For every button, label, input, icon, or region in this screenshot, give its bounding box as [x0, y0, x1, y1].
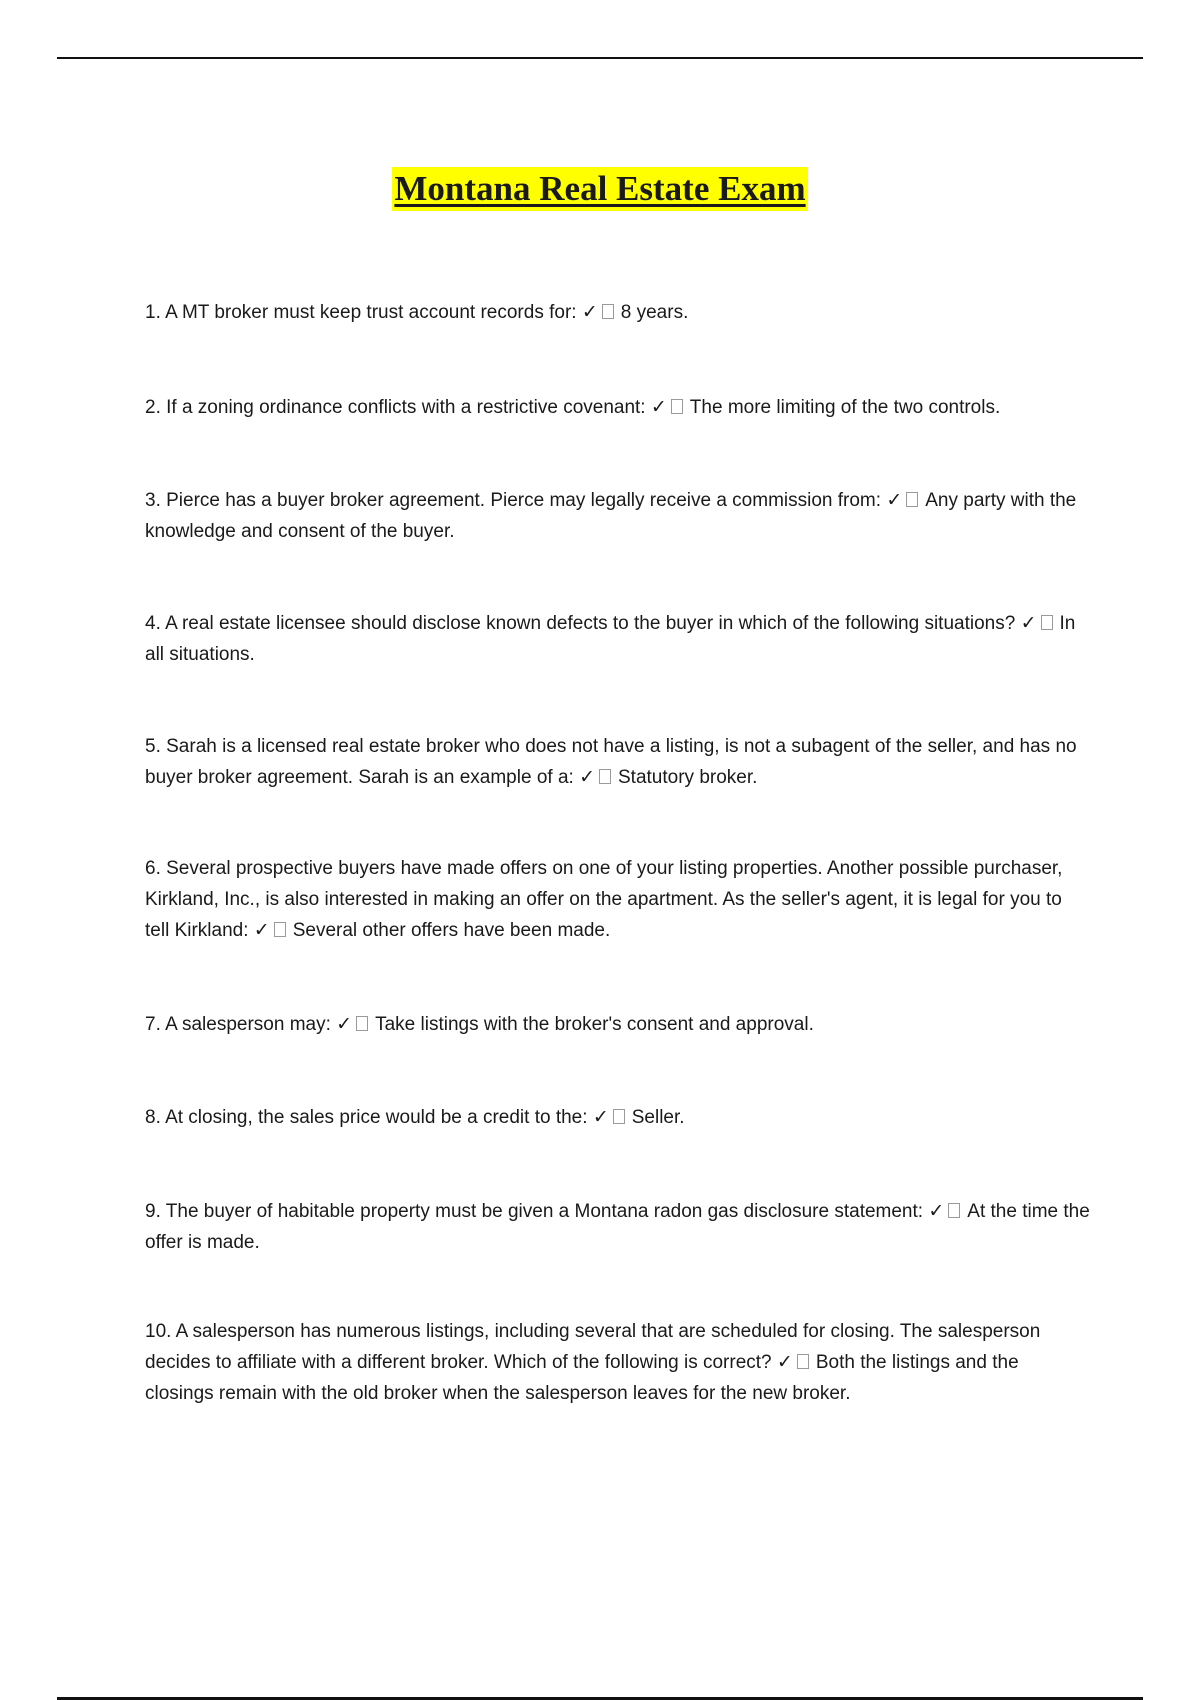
question-prompt: 5. Sarah is a licensed real estate broker who does not have a listing, is not a subagent of the seller, and has no buyer broker agreement. Sarah is an example of a:: [145, 736, 1077, 788]
check-icon: ✓: [592, 1107, 609, 1128]
question-prompt: 9. The buyer of habitable property must be given a Montana radon gas disclosure statement:: [145, 1201, 924, 1222]
box-icon: [948, 1203, 960, 1218]
question-prompt: 1. A MT broker must keep trust account records for:: [145, 302, 577, 323]
box-icon: [599, 769, 611, 784]
question-8: [145, 1102, 1090, 1133]
box-icon: [602, 304, 614, 319]
question-answer: In all situations.: [145, 613, 1076, 665]
top-rule: [57, 57, 1143, 59]
box-icon: [356, 1016, 368, 1031]
question-prompt: 7. A salesperson may:: [145, 1014, 331, 1035]
check-icon: ✓: [776, 1352, 793, 1373]
question-6: [145, 853, 1090, 946]
question-answer: The more limiting of the two controls.: [689, 397, 1001, 418]
box-icon: [613, 1109, 625, 1124]
box-icon: [797, 1354, 809, 1369]
question-7: [145, 1009, 1090, 1040]
check-icon: ✓: [928, 1201, 945, 1222]
check-icon: ✓: [579, 767, 595, 788]
question-5: [145, 731, 1090, 793]
question-answer: Take listings with the broker's consent and approval.: [375, 1014, 814, 1035]
question-answer: Seller.: [631, 1107, 685, 1128]
question-answer: Both the listings and the closings remain with the old broker when the salesperson leaves for the new broker.: [145, 1352, 1019, 1404]
box-icon: [1041, 615, 1053, 630]
question-prompt: 3. Pierce has a buyer broker agreement. Pierce may legally receive a commission from:: [145, 490, 882, 511]
question-prompt: 6. Several prospective buyers have made offers on one of your listing properties. Another possible purchaser, Kirkland, Inc., is also interested in making an offer on the apartment. As the seller's agent, it is legal for you to tell Kirkland:: [145, 858, 1063, 941]
box-icon: [671, 399, 683, 414]
check-icon: ✓: [253, 920, 270, 941]
question-4: [145, 608, 1090, 670]
title-block: [0, 167, 1200, 211]
box-icon: [274, 922, 286, 937]
question-3: [145, 485, 1090, 547]
question-prompt: 4. A real estate licensee should disclose known defects to the buyer in which of the following situations?: [145, 613, 1016, 634]
question-prompt: 2. If a zoning ordinance conflicts with a restrictive covenant:: [145, 397, 646, 418]
check-icon: ✓: [886, 490, 903, 511]
check-icon: ✓: [581, 302, 598, 323]
question-prompt: 10. A salesperson has numerous listings, including several that are scheduled for closing. The salesperson decides to affiliate with a different broker. Which of the following is correct?: [145, 1321, 1041, 1373]
question-2: [145, 392, 1090, 423]
check-icon: ✓: [336, 1014, 353, 1035]
question-answer: At the time the offer is made.: [145, 1201, 1090, 1253]
question-answer: 8 years.: [620, 302, 689, 323]
question-prompt: 8. At closing, the sales price would be a credit to the:: [145, 1107, 588, 1128]
question-1: [145, 297, 1090, 328]
question-10: [145, 1316, 1090, 1409]
box-icon: [906, 492, 918, 507]
document-title: Montana Real Estate Exam: [392, 167, 807, 211]
question-answer: Any party with the knowledge and consent of the buyer.: [145, 490, 1077, 542]
question-answer: Statutory broker.: [618, 767, 758, 788]
check-icon: ✓: [650, 397, 667, 418]
question-9: [145, 1196, 1090, 1258]
question-answer: Several other offers have been made.: [292, 920, 611, 941]
check-icon: ✓: [1020, 613, 1037, 634]
